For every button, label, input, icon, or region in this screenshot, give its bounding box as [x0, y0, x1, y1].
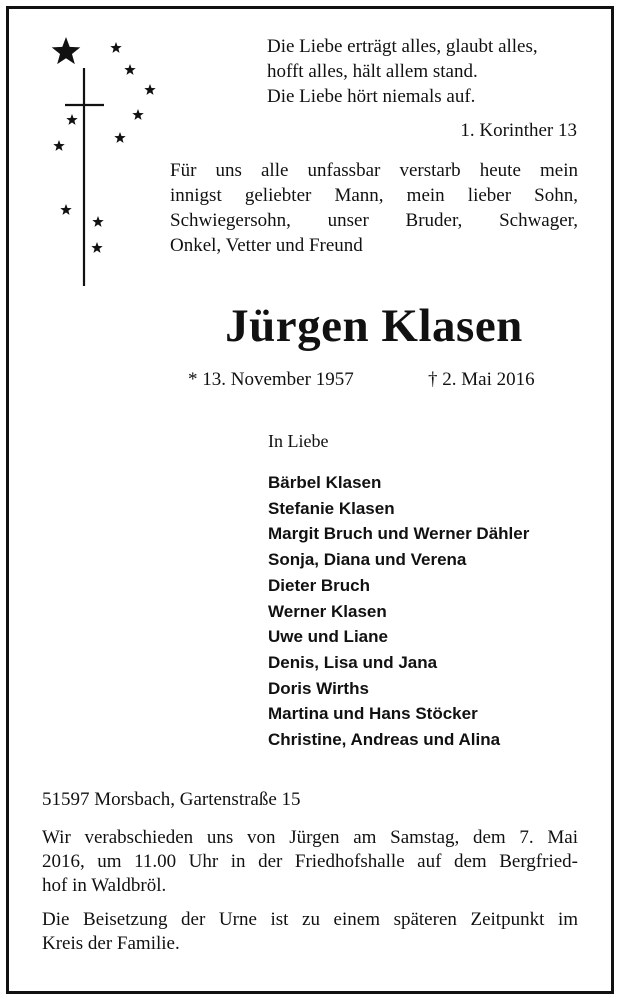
list-item: Denis, Lisa und Jana [268, 652, 438, 672]
intro-line: innigst geliebter Mann, mein lieber Sohn, [170, 185, 578, 206]
death-date: † 2. Mai 2016 [428, 369, 535, 390]
birth-date: * 13. November 1957 [188, 369, 354, 390]
deceased-name: Jürgen Klasen [225, 300, 523, 352]
star-icon [144, 84, 155, 95]
intro-line: Für uns alle unfassbar verstarb heute mein [170, 160, 578, 181]
burial-paragraph [42, 908, 578, 956]
intro-line: Schwiegersohn, unser Bruder, Schwager, [170, 210, 578, 231]
star-icon [124, 64, 135, 75]
star-icon [66, 114, 77, 125]
star-icon [132, 109, 143, 120]
quote-line: hofft alles, hält allem stand. [267, 61, 478, 82]
star-icon [91, 242, 102, 253]
list-item: Dieter Bruch [268, 575, 371, 595]
list-item: Uwe und Liane [268, 627, 388, 647]
intro-line: Onkel, Vetter und Freund [170, 235, 363, 256]
list-item: Christine, Andreas und Alina [268, 730, 501, 750]
quote-line: Die Liebe hört niemals auf. [267, 86, 476, 107]
list-item: Sonja, Diana und Verena [268, 550, 467, 570]
mourners-heading: In Liebe [268, 431, 329, 451]
farewell-paragraph [42, 826, 578, 898]
cross-icon [65, 68, 104, 286]
quote-line: Die Liebe erträgt alles, glaubt alles, [267, 36, 538, 57]
farewell-line: hof in Waldbröl. [42, 875, 167, 896]
address: 51597 Morsbach, Gartenstraße 15 [42, 789, 301, 810]
mourners-list [268, 470, 529, 753]
cross-and-stars-emblem [40, 30, 170, 290]
list-item: Doris Wirths [268, 678, 369, 698]
farewell-line: Wir verabschieden uns von Jürgen am Samstag, dem 7. Mai [42, 827, 578, 848]
star-icon [53, 140, 64, 151]
quote-reference: 1. Korinther 13 [460, 120, 577, 141]
star-icon [52, 37, 81, 64]
burial-line: Kreis der Familie. [42, 933, 180, 954]
list-item: Bärbel Klasen [268, 473, 382, 492]
bible-quote [267, 34, 587, 109]
farewell-line: 2016, um 11.00 Uhr in der Friedhofshalle auf dem Bergfried- [42, 851, 578, 872]
star-icon [92, 216, 103, 227]
burial-line: Die Beisetzung der Urne ist zu einem späteren Zeitpunkt im [42, 909, 578, 930]
star-icon [60, 204, 71, 215]
life-dates [188, 367, 535, 392]
list-item: Margit Bruch und Werner Dähler [268, 524, 530, 544]
list-item: Stefanie Klasen [268, 498, 395, 518]
star-icon [114, 132, 125, 143]
list-item: Werner Klasen [268, 601, 387, 621]
star-icon [110, 42, 121, 53]
list-item: Martina und Hans Stöcker [268, 704, 478, 724]
intro-text [170, 158, 578, 258]
